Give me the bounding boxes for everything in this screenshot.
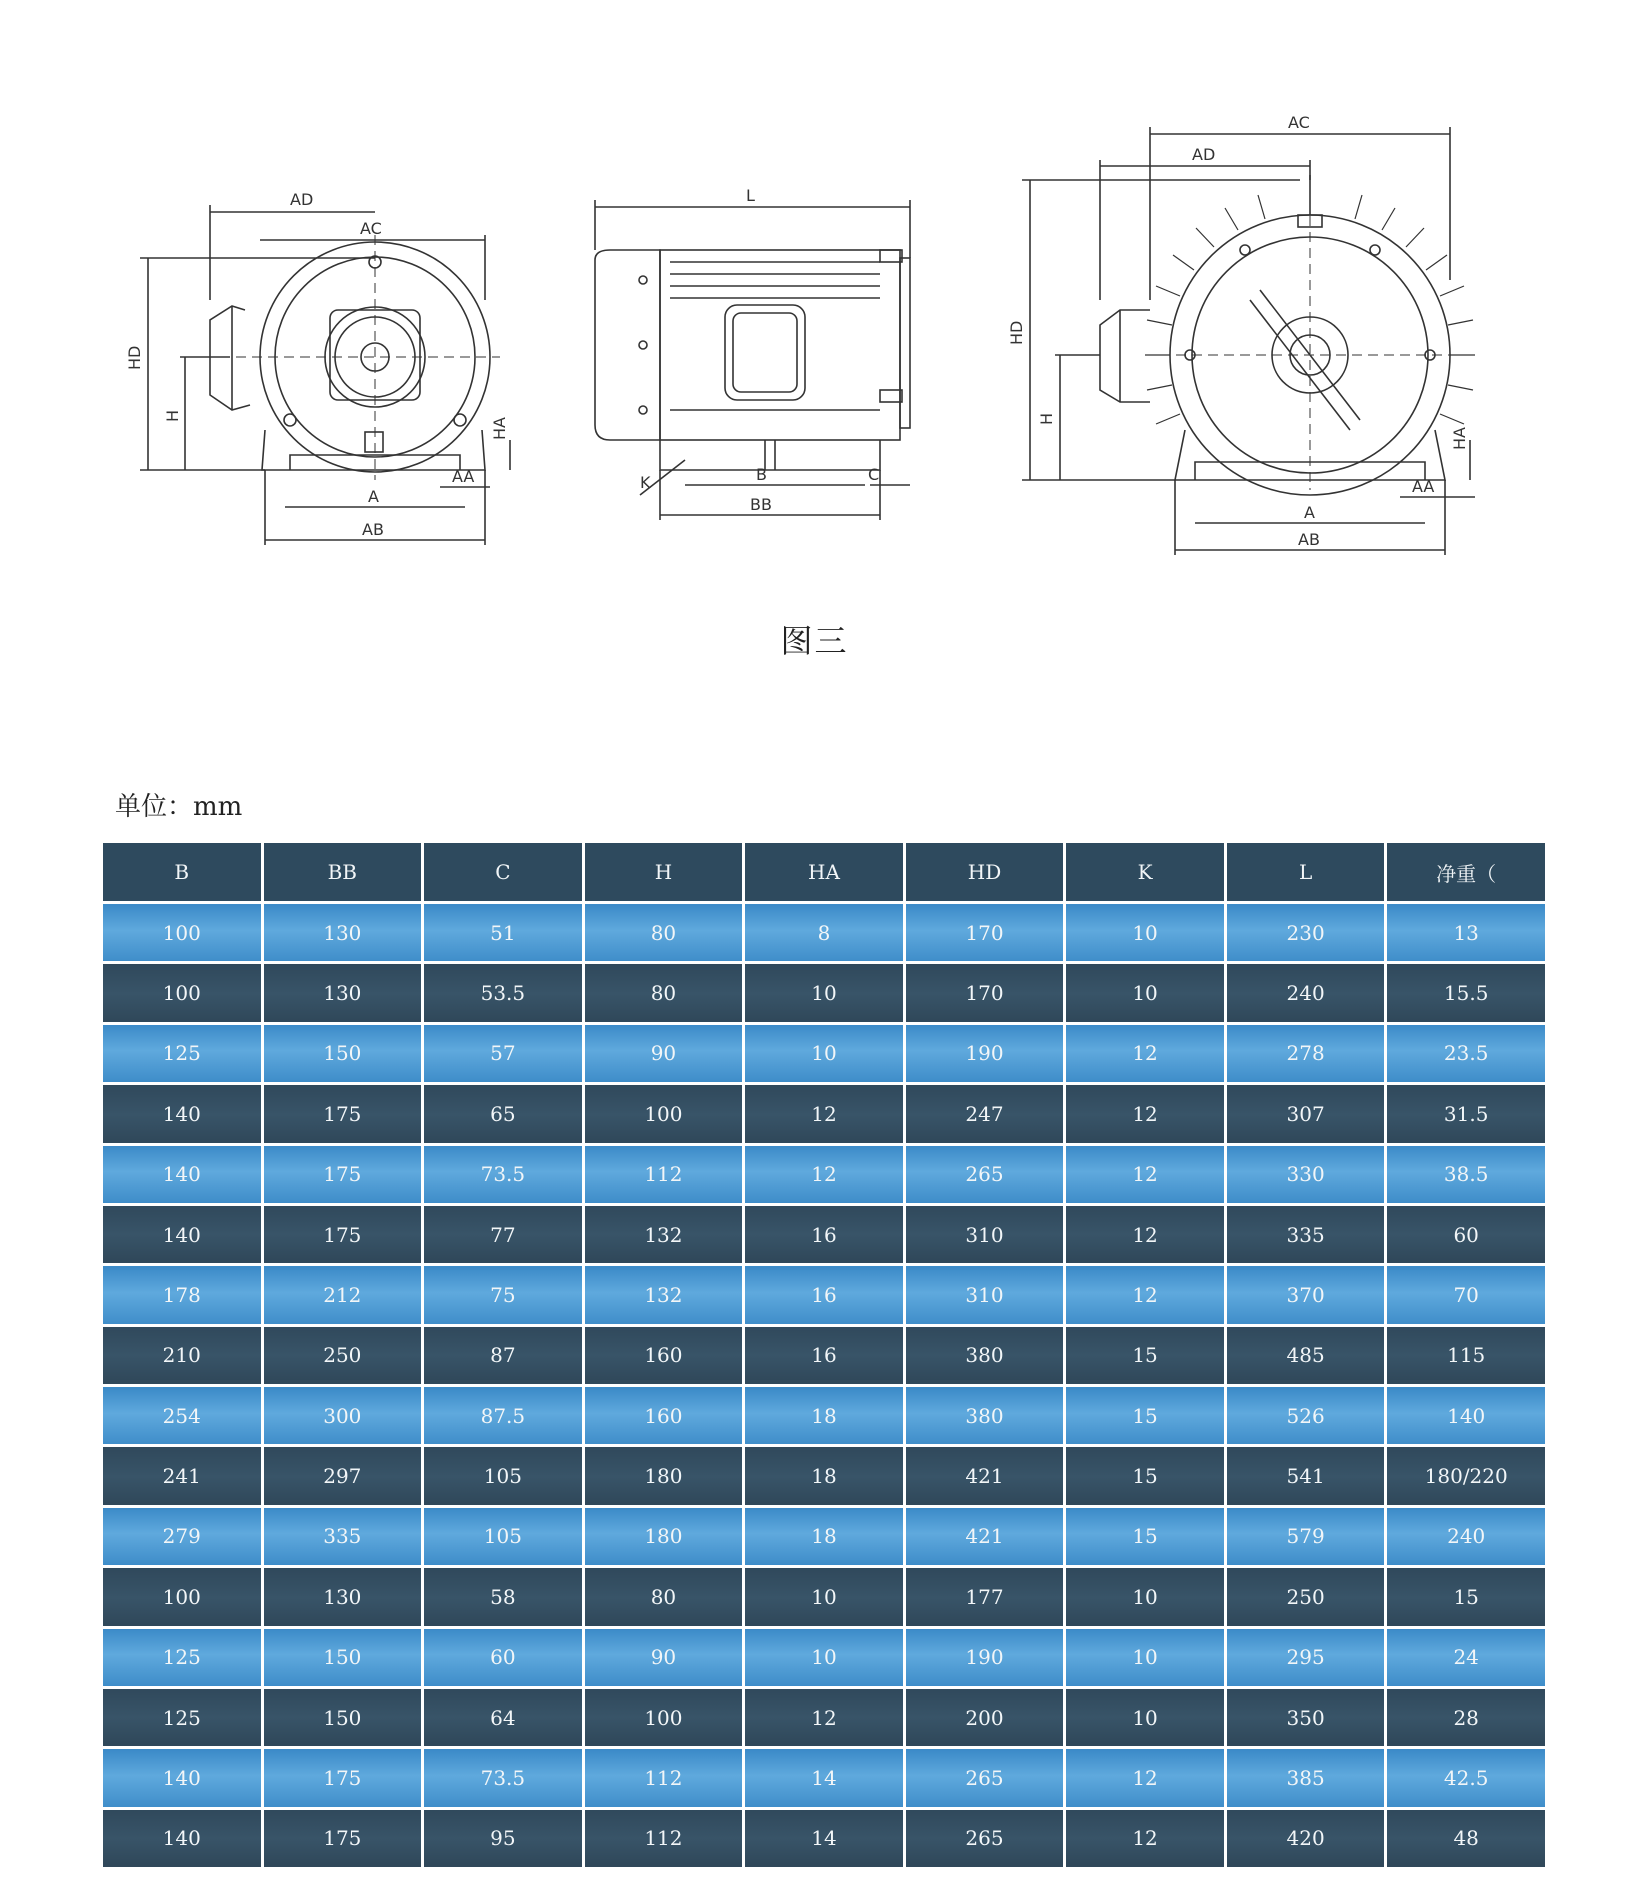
table-cell: 180 xyxy=(583,1446,744,1506)
table-cell: 250 xyxy=(1225,1567,1386,1627)
table-cell: 150 xyxy=(262,1023,423,1083)
table-cell: 14 xyxy=(744,1748,905,1808)
table-cell: 80 xyxy=(583,963,744,1023)
view1-aa-label: AA xyxy=(452,467,475,486)
table-cell: 15 xyxy=(1386,1567,1547,1627)
table-cell: 105 xyxy=(423,1446,584,1506)
table-cell: 140 xyxy=(102,1748,263,1808)
table-cell: 105 xyxy=(423,1506,584,1566)
table-cell: 130 xyxy=(262,1567,423,1627)
table-cell: 421 xyxy=(904,1446,1065,1506)
table-cell: 57 xyxy=(423,1023,584,1083)
table-cell: 240 xyxy=(1225,963,1386,1023)
view1-ha-label: HA xyxy=(490,417,509,440)
table-cell: 28 xyxy=(1386,1687,1547,1747)
table-cell: 15 xyxy=(1065,1446,1226,1506)
view3-a-label: A xyxy=(1304,503,1315,522)
table-cell: 60 xyxy=(1386,1204,1547,1264)
table-cell: 73.5 xyxy=(423,1748,584,1808)
table-cell: 10 xyxy=(744,963,905,1023)
view2-k-label: K xyxy=(640,473,651,492)
table-cell: 180 xyxy=(583,1506,744,1566)
table-cell: 150 xyxy=(262,1687,423,1747)
table-cell: 240 xyxy=(1386,1506,1547,1566)
table-cell: 8 xyxy=(744,903,905,963)
table-cell: 175 xyxy=(262,1204,423,1264)
table-cell: 579 xyxy=(1225,1506,1386,1566)
view3-aa-label: AA xyxy=(1412,477,1435,496)
table-cell: 12 xyxy=(1065,1265,1226,1325)
table-cell: 53.5 xyxy=(423,963,584,1023)
table-cell: 177 xyxy=(904,1567,1065,1627)
table-cell: 160 xyxy=(583,1325,744,1385)
table-cell: 140 xyxy=(102,1204,263,1264)
table-cell: 12 xyxy=(1065,1144,1226,1204)
table-cell: 60 xyxy=(423,1627,584,1687)
table-cell: 250 xyxy=(262,1325,423,1385)
table-cell: 31.5 xyxy=(1386,1084,1547,1144)
table-cell: 130 xyxy=(262,903,423,963)
view1-a-label: A xyxy=(368,487,379,506)
table-cell: 125 xyxy=(102,1023,263,1083)
view3-ab-label: AB xyxy=(1298,530,1320,549)
table-cell: 370 xyxy=(1225,1265,1386,1325)
table-cell: 15 xyxy=(1065,1325,1226,1385)
table-cell: 210 xyxy=(102,1325,263,1385)
view2-l-label: L xyxy=(746,186,755,205)
table-header-row xyxy=(102,842,1547,903)
table-cell: 48 xyxy=(1386,1808,1547,1868)
column-header: L xyxy=(1225,842,1386,903)
view3-ad-label: AD xyxy=(1192,145,1216,164)
table-cell: 12 xyxy=(744,1084,905,1144)
table-cell: 254 xyxy=(102,1386,263,1446)
table-cell: 87.5 xyxy=(423,1386,584,1446)
table-cell: 247 xyxy=(904,1084,1065,1144)
table-cell: 80 xyxy=(583,903,744,963)
table-cell: 15.5 xyxy=(1386,963,1547,1023)
table-cell: 100 xyxy=(583,1084,744,1144)
view2-bb-label: BB xyxy=(750,495,772,514)
table-cell: 115 xyxy=(1386,1325,1547,1385)
table-cell: 77 xyxy=(423,1204,584,1264)
table-cell: 265 xyxy=(904,1748,1065,1808)
table-cell: 485 xyxy=(1225,1325,1386,1385)
table-cell: 38.5 xyxy=(1386,1144,1547,1204)
column-header: BB xyxy=(262,842,423,903)
table-cell: 300 xyxy=(262,1386,423,1446)
column-header: C xyxy=(423,842,584,903)
table-cell: 10 xyxy=(1065,1627,1226,1687)
column-header: B xyxy=(102,842,263,903)
table-cell: 125 xyxy=(102,1627,263,1687)
table-cell: 190 xyxy=(904,1627,1065,1687)
table-cell: 14 xyxy=(744,1808,905,1868)
table-cell: 265 xyxy=(904,1808,1065,1868)
dimension-table xyxy=(100,840,1548,1870)
table-cell: 13 xyxy=(1386,903,1547,963)
view1-ab-label: AB xyxy=(362,520,384,539)
table-cell: 335 xyxy=(1225,1204,1386,1264)
table-cell: 58 xyxy=(423,1567,584,1627)
table-cell: 230 xyxy=(1225,903,1386,963)
table-cell: 330 xyxy=(1225,1144,1386,1204)
view3-ac-label: AC xyxy=(1288,113,1310,132)
table-cell: 212 xyxy=(262,1265,423,1325)
table-cell: 310 xyxy=(904,1204,1065,1264)
table-cell: 175 xyxy=(262,1808,423,1868)
column-header: H xyxy=(583,842,744,903)
table-cell: 100 xyxy=(583,1687,744,1747)
table-cell: 51 xyxy=(423,903,584,963)
table-cell: 150 xyxy=(262,1627,423,1687)
table-cell: 100 xyxy=(102,963,263,1023)
figure-caption: 图三 xyxy=(780,622,849,660)
table-cell: 279 xyxy=(102,1506,263,1566)
table-cell: 140 xyxy=(102,1144,263,1204)
table-cell: 12 xyxy=(744,1144,905,1204)
table-row xyxy=(102,1808,1547,1868)
table-cell: 140 xyxy=(102,1808,263,1868)
table-cell: 350 xyxy=(1225,1687,1386,1747)
table-cell: 175 xyxy=(262,1084,423,1144)
table-cell: 112 xyxy=(583,1748,744,1808)
motor-dimension-drawings xyxy=(0,0,1629,620)
view1-h-label: H xyxy=(163,409,182,422)
table-row xyxy=(102,1265,1547,1325)
table-cell: 178 xyxy=(102,1265,263,1325)
table-row xyxy=(102,963,1547,1023)
table-cell: 10 xyxy=(1065,1687,1226,1747)
table-row xyxy=(102,1627,1547,1687)
table-cell: 90 xyxy=(583,1627,744,1687)
table-cell: 170 xyxy=(904,963,1065,1023)
table-cell: 18 xyxy=(744,1446,905,1506)
table-cell: 541 xyxy=(1225,1446,1386,1506)
table-cell: 16 xyxy=(744,1325,905,1385)
table-cell: 10 xyxy=(744,1567,905,1627)
table-cell: 75 xyxy=(423,1265,584,1325)
finned-end-view-drawing xyxy=(1022,127,1475,555)
view1-ad-label: AD xyxy=(290,190,314,209)
table-row xyxy=(102,1687,1547,1747)
table-cell: 132 xyxy=(583,1265,744,1325)
table-cell: 175 xyxy=(262,1144,423,1204)
table-cell: 10 xyxy=(744,1023,905,1083)
table-cell: 265 xyxy=(904,1144,1065,1204)
table-cell: 170 xyxy=(904,903,1065,963)
table-cell: 12 xyxy=(1065,1023,1226,1083)
table-cell: 420 xyxy=(1225,1808,1386,1868)
table-row xyxy=(102,1386,1547,1446)
table-cell: 100 xyxy=(102,903,263,963)
view2-c-label: C xyxy=(868,465,880,484)
table-cell: 24 xyxy=(1386,1627,1547,1687)
view3-h-label: H xyxy=(1037,412,1056,425)
table-cell: 12 xyxy=(1065,1808,1226,1868)
table-cell: 295 xyxy=(1225,1627,1386,1687)
table-cell: 12 xyxy=(744,1687,905,1747)
table-cell: 200 xyxy=(904,1687,1065,1747)
table-cell: 112 xyxy=(583,1808,744,1868)
table-cell: 160 xyxy=(583,1386,744,1446)
table-cell: 70 xyxy=(1386,1265,1547,1325)
table-cell: 140 xyxy=(1386,1386,1547,1446)
column-header: HA xyxy=(744,842,905,903)
table-cell: 335 xyxy=(262,1506,423,1566)
table-cell: 16 xyxy=(744,1265,905,1325)
table-cell: 90 xyxy=(583,1023,744,1083)
table-row xyxy=(102,903,1547,963)
table-row xyxy=(102,1204,1547,1264)
table-cell: 80 xyxy=(583,1567,744,1627)
table-cell: 95 xyxy=(423,1808,584,1868)
table-cell: 241 xyxy=(102,1446,263,1506)
table-cell: 65 xyxy=(423,1084,584,1144)
table-cell: 18 xyxy=(744,1506,905,1566)
dimension-table-container xyxy=(100,840,1548,1870)
table-cell: 175 xyxy=(262,1748,423,1808)
table-cell: 87 xyxy=(423,1325,584,1385)
motor-drawings xyxy=(0,0,1629,620)
table-cell: 10 xyxy=(744,1627,905,1687)
table-row xyxy=(102,1023,1547,1083)
view1-ac-label: AC xyxy=(360,219,382,238)
table-cell: 10 xyxy=(1065,963,1226,1023)
table-row xyxy=(102,1748,1547,1808)
table-cell: 380 xyxy=(904,1386,1065,1446)
view1-hd-label: HD xyxy=(125,345,144,370)
table-cell: 140 xyxy=(102,1084,263,1144)
table-row xyxy=(102,1144,1547,1204)
table-cell: 310 xyxy=(904,1265,1065,1325)
table-cell: 297 xyxy=(262,1446,423,1506)
table-cell: 125 xyxy=(102,1687,263,1747)
view3-hd-label: HD xyxy=(1007,320,1026,345)
table-body xyxy=(102,903,1547,1869)
column-header: K xyxy=(1065,842,1226,903)
column-header: HD xyxy=(904,842,1065,903)
table-row xyxy=(102,1506,1547,1566)
table-cell: 10 xyxy=(1065,1567,1226,1627)
table-cell: 12 xyxy=(1065,1748,1226,1808)
view2-b-label: B xyxy=(756,465,767,484)
table-cell: 112 xyxy=(583,1144,744,1204)
unit-label: 单位：mm xyxy=(115,792,243,822)
table-cell: 15 xyxy=(1065,1386,1226,1446)
table-row xyxy=(102,1325,1547,1385)
column-header: 净重（ xyxy=(1386,842,1547,903)
table-row xyxy=(102,1567,1547,1627)
table-cell: 42.5 xyxy=(1386,1748,1547,1808)
table-cell: 132 xyxy=(583,1204,744,1264)
table-cell: 278 xyxy=(1225,1023,1386,1083)
table-cell: 10 xyxy=(1065,903,1226,963)
table-cell: 64 xyxy=(423,1687,584,1747)
table-cell: 23.5 xyxy=(1386,1023,1547,1083)
table-cell: 385 xyxy=(1225,1748,1386,1808)
side-view-drawing xyxy=(595,200,910,520)
table-row xyxy=(102,1446,1547,1506)
table-cell: 15 xyxy=(1065,1506,1226,1566)
table-cell: 307 xyxy=(1225,1084,1386,1144)
table-cell: 526 xyxy=(1225,1386,1386,1446)
table-cell: 421 xyxy=(904,1506,1065,1566)
table-cell: 12 xyxy=(1065,1204,1226,1264)
table-cell: 12 xyxy=(1065,1084,1226,1144)
table-cell: 18 xyxy=(744,1386,905,1446)
table-cell: 73.5 xyxy=(423,1144,584,1204)
end-view-drawing xyxy=(140,205,510,545)
table-cell: 380 xyxy=(904,1325,1065,1385)
table-row xyxy=(102,1084,1547,1144)
table-cell: 16 xyxy=(744,1204,905,1264)
table-cell: 180/220 xyxy=(1386,1446,1547,1506)
table-cell: 100 xyxy=(102,1567,263,1627)
view3-ha-label: HA xyxy=(1450,427,1469,450)
table-cell: 190 xyxy=(904,1023,1065,1083)
table-cell: 130 xyxy=(262,963,423,1023)
